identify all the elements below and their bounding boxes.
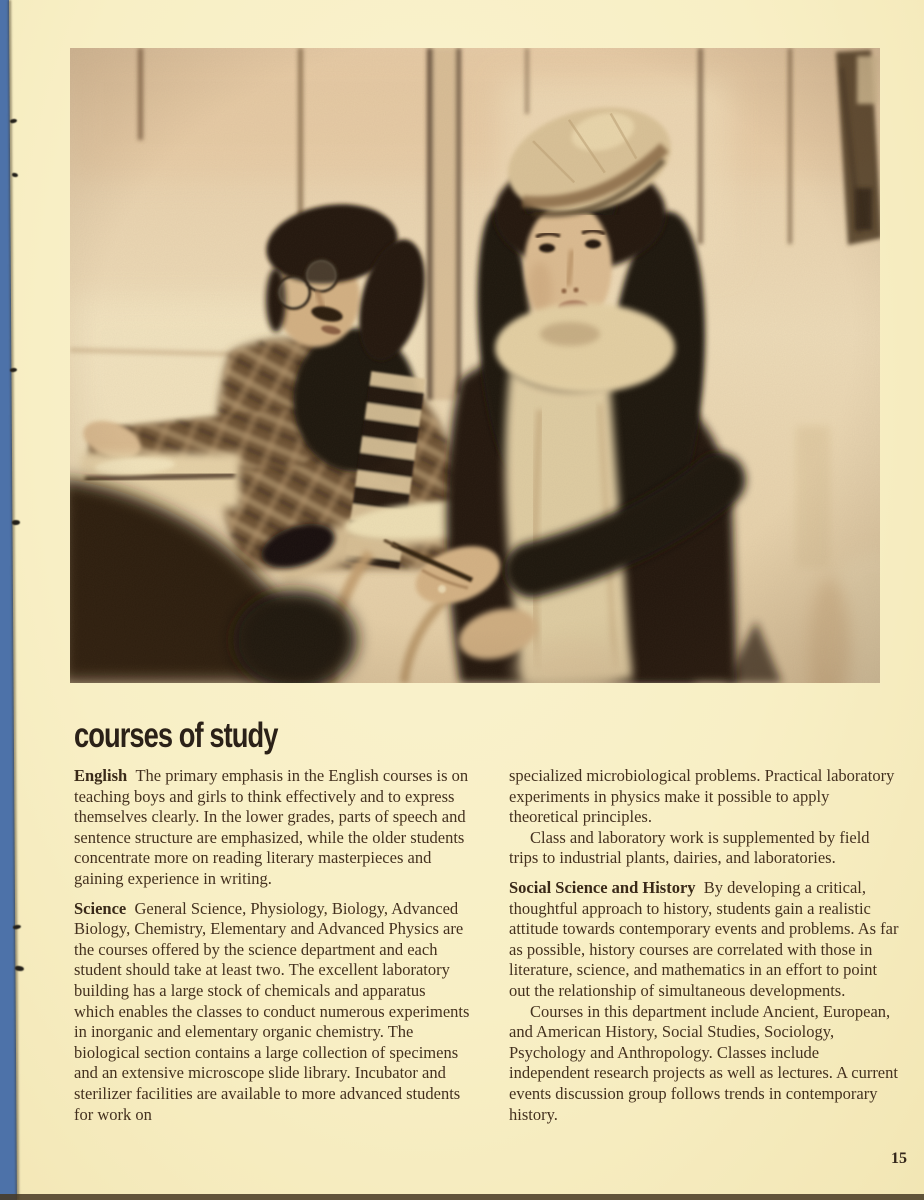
body-paragraph: Social Science and History By developing a critical, thoughtful approach to history, students gain a realistic attitude towards contemporary events and problems. As far as possible, history courses are correlated with those in literature, science, and mathematics in an effort to point out the relationship of simultaneous developments. [509,877,899,1000]
paragraph-lead: Social Science and History [509,877,696,897]
photo-vignette [70,48,880,683]
paragraph-lead: Science [74,898,127,918]
classroom-photo [70,48,880,683]
binding-speck [12,173,18,178]
scan-bottom-edge [0,1194,924,1200]
paragraph-lead: English [74,766,128,785]
page-number: 15 [891,1150,907,1167]
left-text-column [74,766,470,1125]
binding-speck [15,966,24,972]
body-paragraph: Class and laboratory work is supplemented by field trips to industrial plants, dairies, and laboratories. [509,827,870,868]
right-text-column [509,766,899,1125]
body-paragraph: English The primary emphasis in the English courses is on teaching boys and girls to think effectively and to express themselves clearly. In the lower grades, parts of speech and sentence structure are emphasized, while the older students concentrate more on reading literary masterpieces and gaining experience in writing. [74,766,469,888]
classroom-photo-art [70,48,880,683]
body-paragraph: Science General Science, Physiology, Biology, Advanced Biology, Chemistry, Elementary and Advanced Physics are the courses offered by the science department and each student should take at least two. The excellent laboratory building has a large stock of chemicals and apparatus which enables the classes to conduct numerous experiments in inorganic and elementary organic chemistry. The biological section contains a large collection of specimens and an extensive microscope slide library. Incubator and sterilizer facilities are available to more advanced students for work on [74,898,470,1124]
body-paragraph: Courses in this department include Ancient, European, and American History, Social Studies, Sociology, Psychology and Anthropology. Classes include independent research projects as well as lectures. A current events discussion group follows trends in contemporary history. [509,1001,898,1124]
body-paragraph: specialized microbiological problems. Practical laboratory experiments in physics make it possible to apply theoretical principles. [509,766,895,827]
page-title: courses of study [74,716,278,755]
